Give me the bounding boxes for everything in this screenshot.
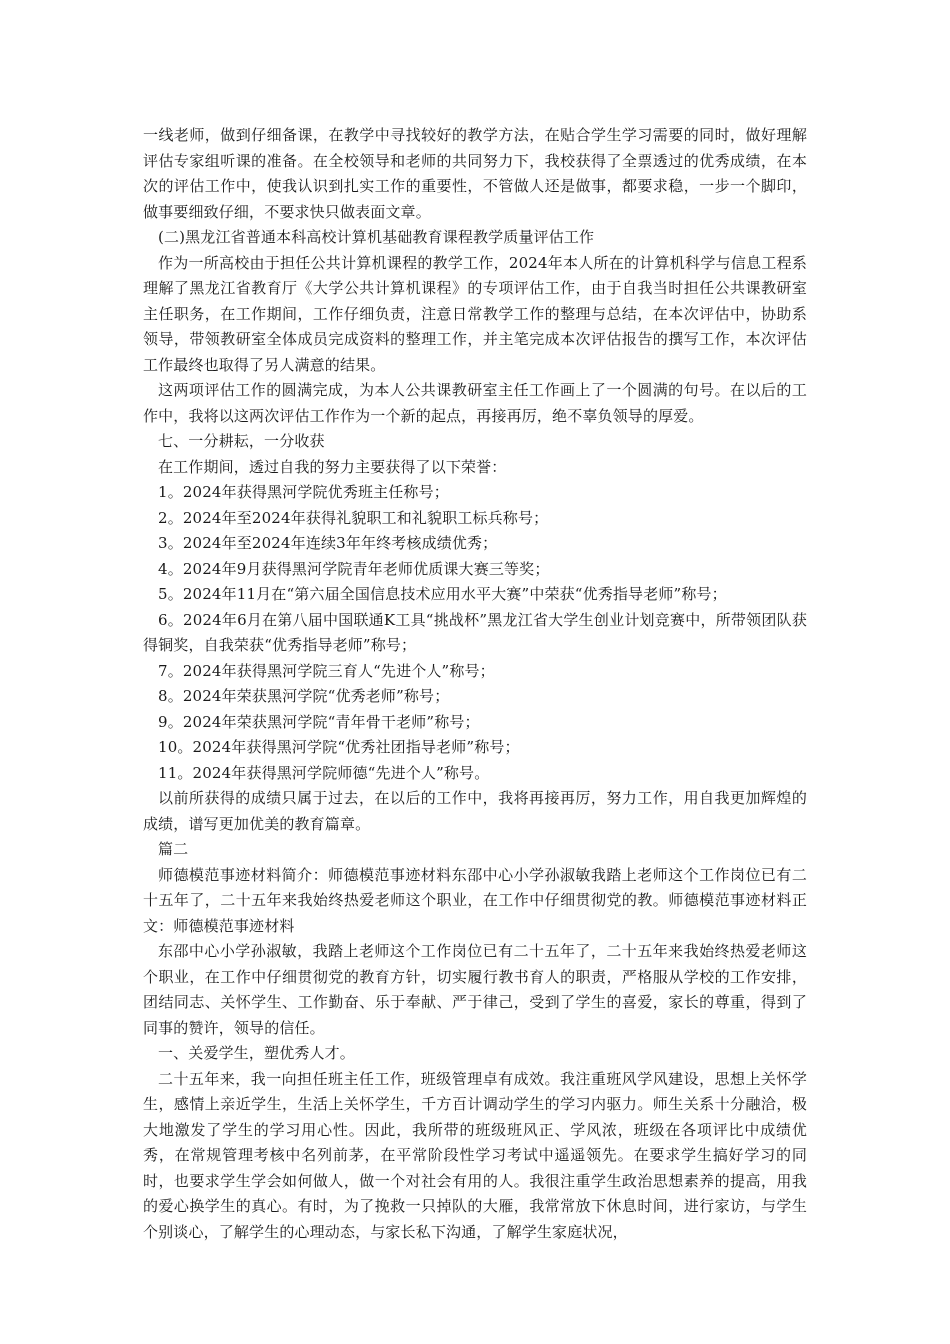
honor-list-item: 11。2024年获得黑河学院师德“先进个人”称号。 bbox=[158, 763, 490, 782]
honor-list-item: 7。2024年获得黑河学院三育人“先进个人”称号； bbox=[158, 661, 495, 680]
section-heading-care-for-students: 一、关爱学生，塑优秀人才。 bbox=[158, 1044, 355, 1062]
section-heading-harvest: 七、一分耕耘，一分收获 bbox=[158, 432, 325, 450]
paragraph-class-management: 二十五年来，我一向担任班主任工作，班级管理卓有成效。我注重班风学风建设，思想上关怀学生，感情上亲近学生，生活上关怀学生，千方百计调动学生的学习内驱力。师生关系十分融洽，极大地激发了学生的学习用心性。因此，我所带的班级班风正、学风浓，班级在各项评比中成绩优秀，在常规管理考核中名列前茅，在平常阶段性学习考试中遥遥领先。在要求学生搞好学习的同时，也要求学生学会如何做人，做一个对社会有用的人。我很注重学生政治思想素养的提高，用我的爱心换学生的真心。有时，为了挽救一只掉队的大雁，我常常放下休息时间，进行家访，与学生个别谈心，了解学生的心理动态，与家长私下沟通，了解学生家庭状况， bbox=[143, 1069, 807, 1241]
honor-list-item: 1。2024年获得黑河学院优秀班主任称号； bbox=[158, 483, 449, 501]
honor-list-item: 4。2024年9月获得黑河学院青年老师优质课大赛三等奖； bbox=[158, 559, 550, 578]
document-body bbox=[143, 123, 807, 1245]
honor-list-item: 6。2024年6月在第八届中国联通K工具“挑战杯”黑龙江省大学生创业计划竞赛中，所带领团队获得铜奖，自我荣获“优秀指导老师”称号； bbox=[143, 610, 807, 654]
honor-list-item: 10。2024年获得黑河学院“优秀社团指导老师”称号； bbox=[158, 738, 520, 756]
honor-list-item: 5。2024年11月在“第六届全国信息技术应用水平大赛”中荣获“优秀指导老师”称号； bbox=[158, 585, 727, 603]
honor-list-item: 9。2024年荣获黑河学院“青年骨干老师”称号； bbox=[158, 712, 480, 731]
honor-list-item: 2。2024年至2024年获得礼貌职工和礼貌职工标兵称号； bbox=[158, 508, 549, 527]
honor-list-item: 3。2024年至2024年连续3年年终考核成绩优秀； bbox=[158, 534, 498, 552]
paragraph-computer-course-evaluation: 作为一所高校由于担任公共计算机课程的教学工作，2024年本人所在的计算机科学与信息工程系理解了黑龙江省教育厅《大学公共计算机课程》的专项评估工作，由于自我当时担任公共课教研室主任职务，在工作期间，工作仔细负责，注意日常教学工作的整理与总结，在本次评估中，协助系领导，带领教研室全体成员完成资料的整理工作，并主笔完成本次评估报告的撰写工作，本次评估工作最终也取得了另人满意的结果。 bbox=[143, 253, 807, 374]
paragraph-evaluation-summary: 这两项评估工作的圆满完成，为本人公共课教研室主任工作画上了一个圆满的句号。在以后的工作中，我将以这两次评估工作作为一个新的起点，再接再厉，绝不辜负领导的厚爱。 bbox=[143, 381, 807, 425]
honor-list-item: 8。2024年荣获黑河学院“优秀老师”称号； bbox=[158, 687, 450, 705]
paragraph-evaluation-preparation: 一线老师，做到仔细备课，在教学中寻找较好的教学方法，在贴合学生学习需要的同时，做好理解评估专家组听课的准备。在全校领导和老师的共同努力下，我校获得了全票透过的优秀成绩，在本次的评估工作中，使我认识到扎实工作的重要性，不管做人还是做事，都要求稳，一步一个脚印，做事要细致仔细，不要求快只做表面文章。 bbox=[143, 126, 807, 221]
section-heading-part-two: 篇二 bbox=[158, 840, 189, 858]
section-heading-heilongjiang-evaluation: (二)黑龙江省普通本科高校计算机基础教育课程教学质量评估工作 bbox=[158, 228, 595, 246]
paragraph-honors-intro: 在工作期间，透过自我的努力主要获得了以下荣誉： bbox=[158, 457, 507, 476]
paragraph-model-teacher-profile: 东邵中心小学孙淑敏，我踏上老师这个工作岗位已有二十五年了，二十五年来我始终热爱老师这个职业，在工作中仔细贯彻党的教育方针，切实履行教书育人的职责，严格服从学校的工作安排，团结同志、关怀学生、工作勤奋、乐于奉献、严于律己，受到了学生的喜爱，家长的尊重，得到了同事的赞许，领导的信任。 bbox=[143, 942, 807, 1037]
paragraph-model-teacher-intro: 师德模范事迹材料简介：师德模范事迹材料东邵中心小学孙淑敏我踏上老师这个工作岗位已有二十五年了，二十五年来我始终热爱老师这个职业，在工作中仔细贯彻党的教。师德模范事迹材料正文：师德模范事迹材料 bbox=[143, 865, 807, 935]
paragraph-honors-conclusion: 以前所获得的成绩只属于过去，在以后的工作中，我将再接再厉，努力工作，用自我更加辉煌的成绩，谱写更加优美的教育篇章。 bbox=[143, 789, 807, 833]
